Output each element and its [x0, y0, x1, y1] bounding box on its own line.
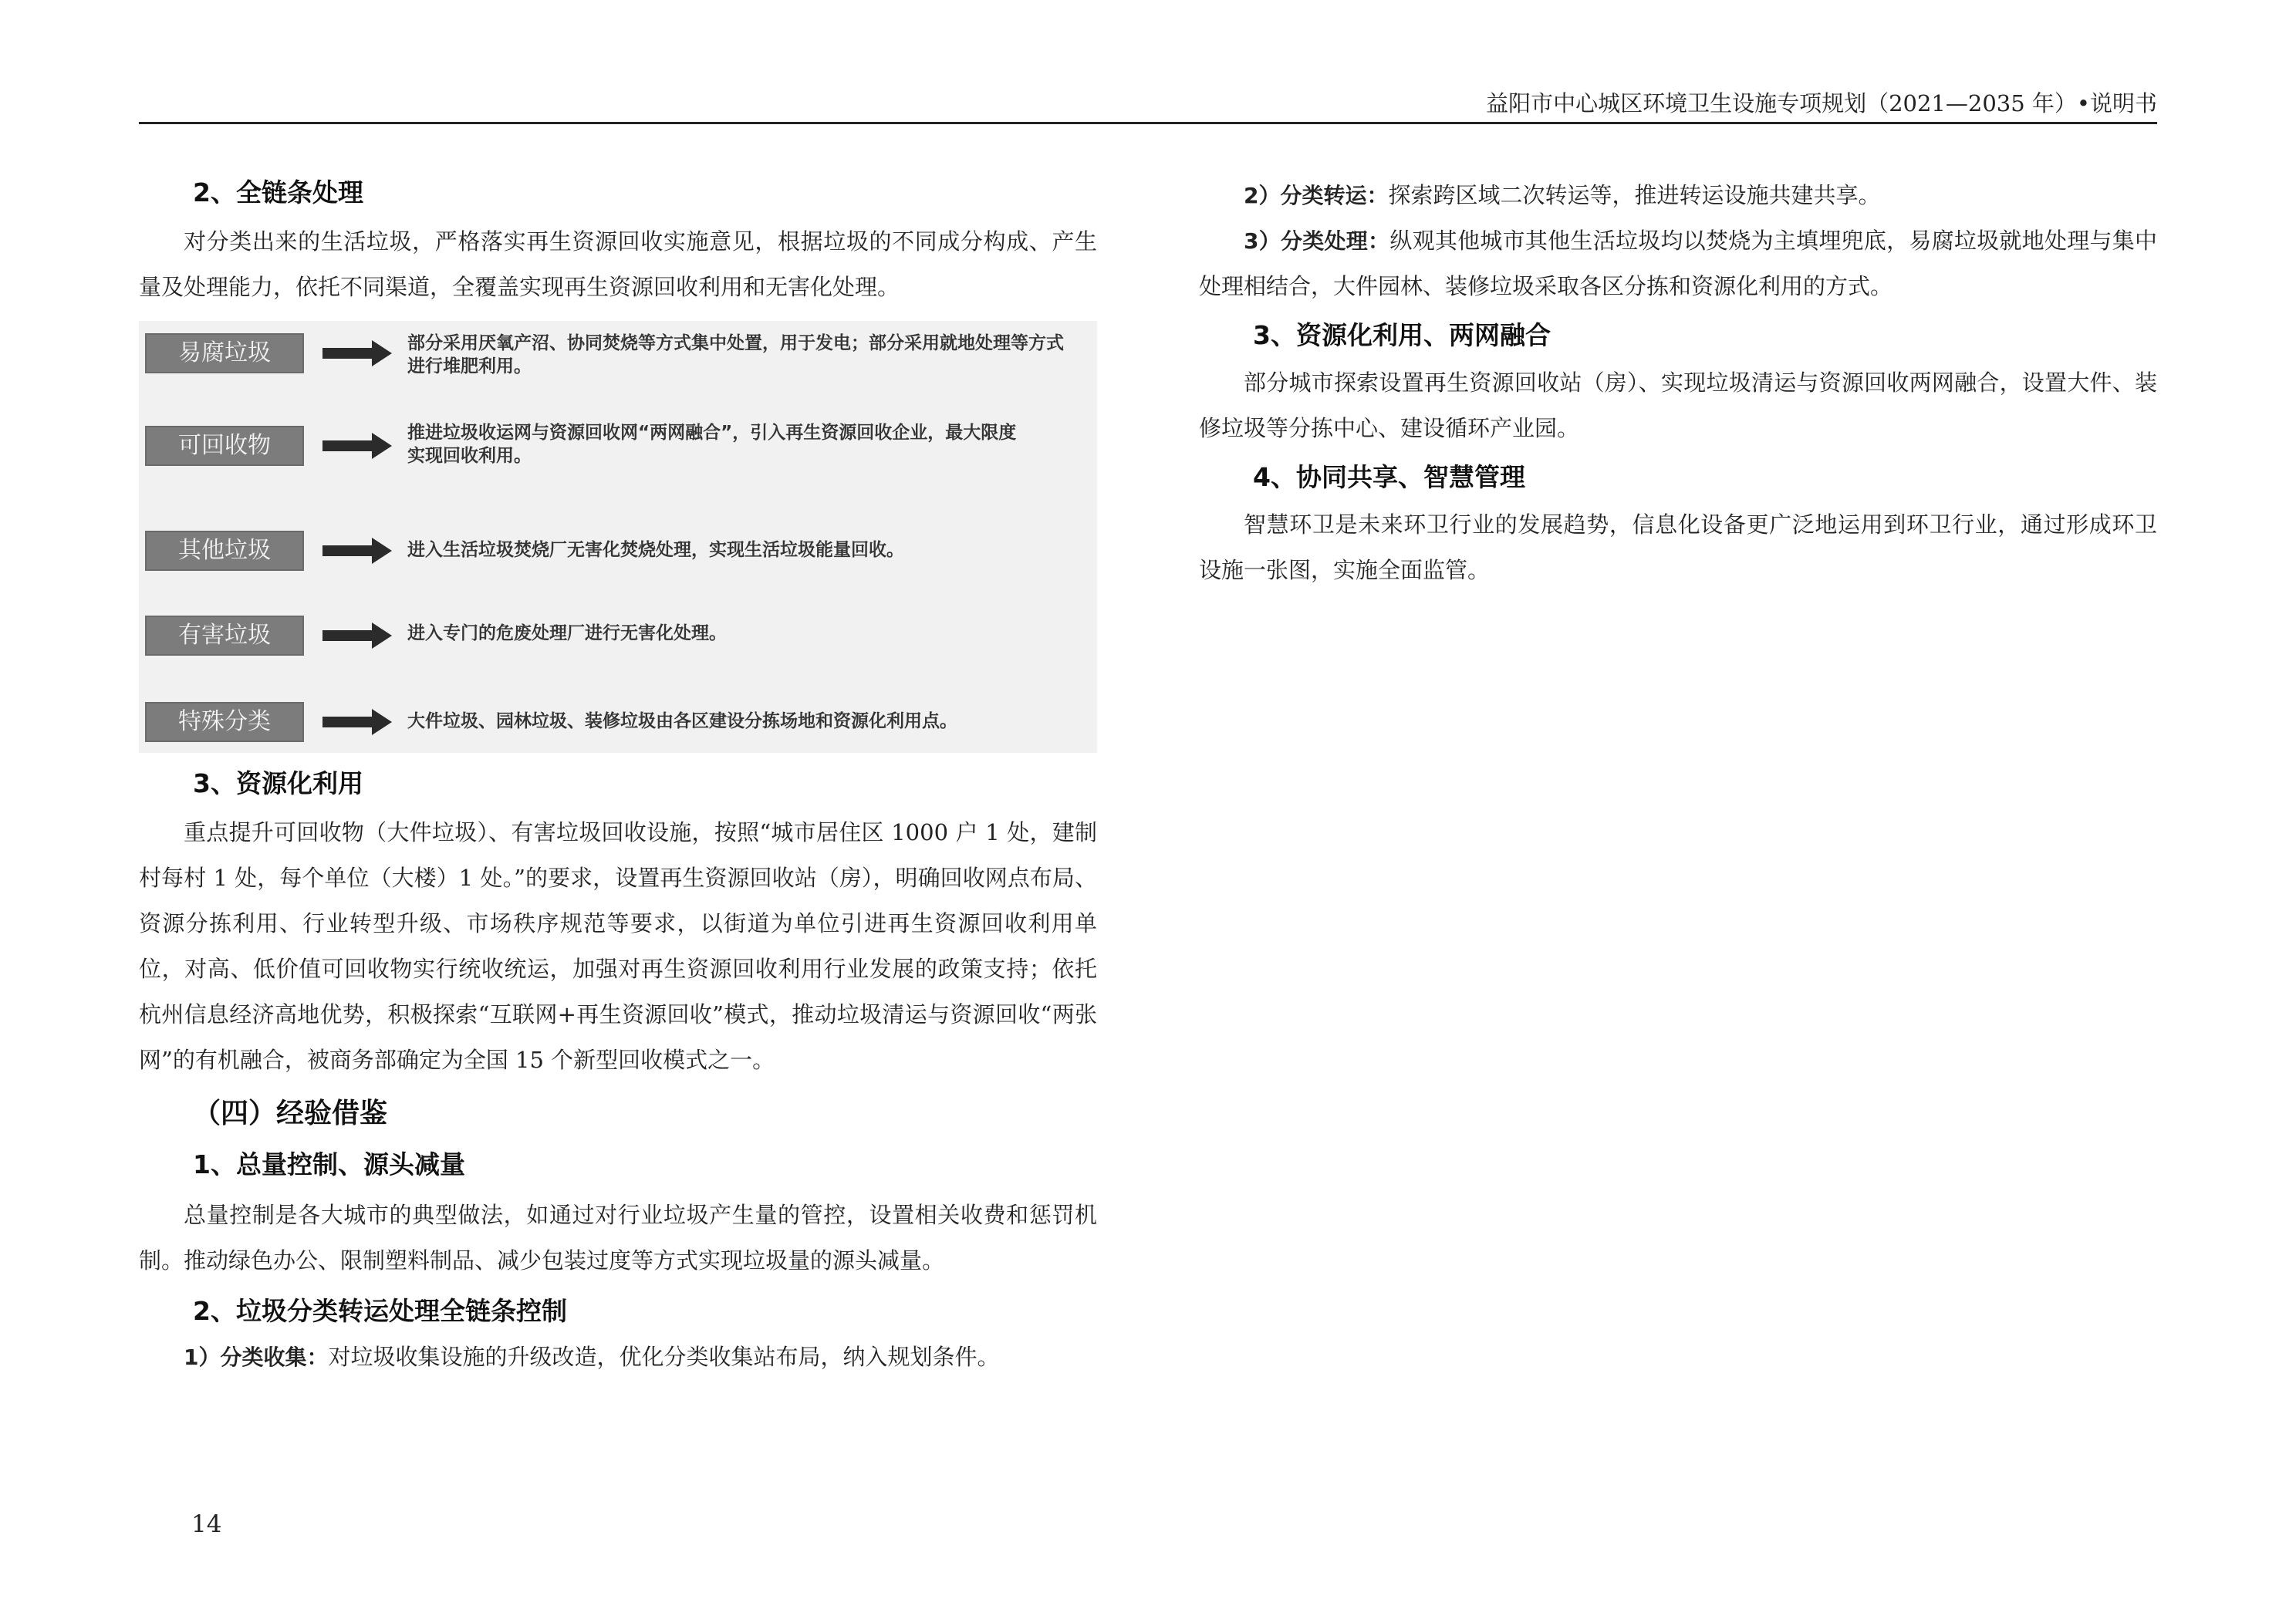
right-column: [1199, 173, 2157, 593]
paragraph-total-control: 总量控制是各大城市的典型做法，如通过对行业垃圾产生量的管控，设置相关收费和惩罚机制。推动绿色办公、限制塑料制品、减少包装过度等方式实现垃圾量的源头减量。: [139, 1202, 1097, 1274]
arrow-right-icon: [322, 338, 393, 369]
list-item-sort-collection: 1）分类收集：对垃圾收集设施的升级改造，优化分类收集站布局，纳入规划条件。: [184, 1344, 1000, 1370]
section-heading-total-control: 1、总量控制、源头减量: [193, 1149, 465, 1179]
category-label: 可回收物: [145, 426, 304, 466]
paragraph-smart-management: 智慧环卫是未来环卫行业的发展趋势，信息化设备更广泛地运用到环卫行业，通过形成环卫设施一张图，实施全面监管。: [1199, 511, 2157, 583]
category-description: 大件垃圾、园林垃圾、装修垃圾由各区建设分拣场地和资源化利用点。: [407, 711, 957, 731]
chapter-heading-experience: （四）经验借鉴: [193, 1098, 388, 1129]
category-description: 进入生活垃圾焚烧厂无害化焚烧处理，实现生活垃圾能量回收。: [407, 540, 904, 560]
section-heading-two-network-fusion: 3、资源化利用、两网融合: [1253, 320, 1551, 350]
paragraph-two-network-fusion: 部分城市探索设置再生资源回收站（房）、实现垃圾清运与资源回收两网融合，设置大件、装修垃圾等分拣中心、建设循环产业园。: [1199, 369, 2157, 441]
category-description: 部分采用厌氧产沼、协同焚烧等方式集中处置，用于发电；部分采用就地处理等方式 进行堆肥利用。: [407, 333, 1064, 376]
list-item-sort-transfer: 2）分类转运：探索跨区域二次转运等，推进转运设施共建共享。: [1244, 182, 1881, 208]
category-label: 其他垃圾: [145, 531, 304, 571]
category-label: 特殊分类: [145, 702, 304, 742]
arrow-right-icon: [322, 535, 393, 566]
arrow-right-icon: [322, 620, 393, 651]
document-header-title: 益阳市中心城区环境卫生设施专项规划（2021—2035 年）•说明书: [1486, 90, 2157, 116]
page-number: 14: [191, 1510, 222, 1538]
section-heading-sort-chain: 2、垃圾分类转运处理全链条控制: [193, 1296, 567, 1326]
left-column: [139, 174, 1097, 1380]
list-item-sort-treatment: 3）分类处理：纵观其他城市其他生活垃圾均以焚烧为主填埋兜底，易腐垃圾就地处理与集中处理相结合，大件园林、装修垃圾采取各区分拣和资源化利用的方式。: [1199, 228, 2157, 299]
category-description: 推进垃圾收运网与资源回收网“两网融合”，引入再生资源回收企业，最大限度 实现回收利用。: [407, 423, 1017, 466]
waste-classification-diagram: [139, 321, 1097, 753]
category-description: 进入专门的危废处理厂进行无害化处理。: [407, 623, 727, 643]
section-heading-resource-use: 3、资源化利用: [193, 768, 363, 798]
section-heading-smart-management: 4、协同共享、智慧管理: [1253, 462, 1525, 492]
category-label: 易腐垃圾: [145, 333, 304, 373]
arrow-right-icon: [322, 707, 393, 737]
section-heading-full-chain: 2、全链条处理: [193, 177, 363, 208]
paragraph-resource-use: 重点提升可回收物（大件垃圾）、有害垃圾回收设施，按照“城市居住区 1000 户 1 处，建制村每村 1 处，每个单位（大楼）1 处。”的要求，设置再生资源回收站（房），明确回收网点布局、资源分拣利用、行业转型升级、市场秩序规范等要求，以街道为单位引进再生资源回收利用单位，对高、低价值可回收物实行统收统运，加强对再生资源回收利用行业发展的政策支持；依托杭州信息经济高地优势，积极探索“互联网+再生资源回收”模式，推动垃圾清运与资源回收“两张网”的有机融合，被商务部确定为全国 15 个新型回收模式之一。: [139, 819, 1097, 1073]
arrow-right-icon: [322, 430, 393, 461]
header-divider: [139, 122, 2157, 124]
category-label: 有害垃圾: [145, 616, 304, 656]
paragraph-full-chain: 对分类出来的生活垃圾，严格落实再生资源回收实施意见，根据垃圾的不同成分构成、产生量及处理能力，依托不同渠道，全覆盖实现再生资源回收利用和无害化处理。: [139, 228, 1097, 300]
